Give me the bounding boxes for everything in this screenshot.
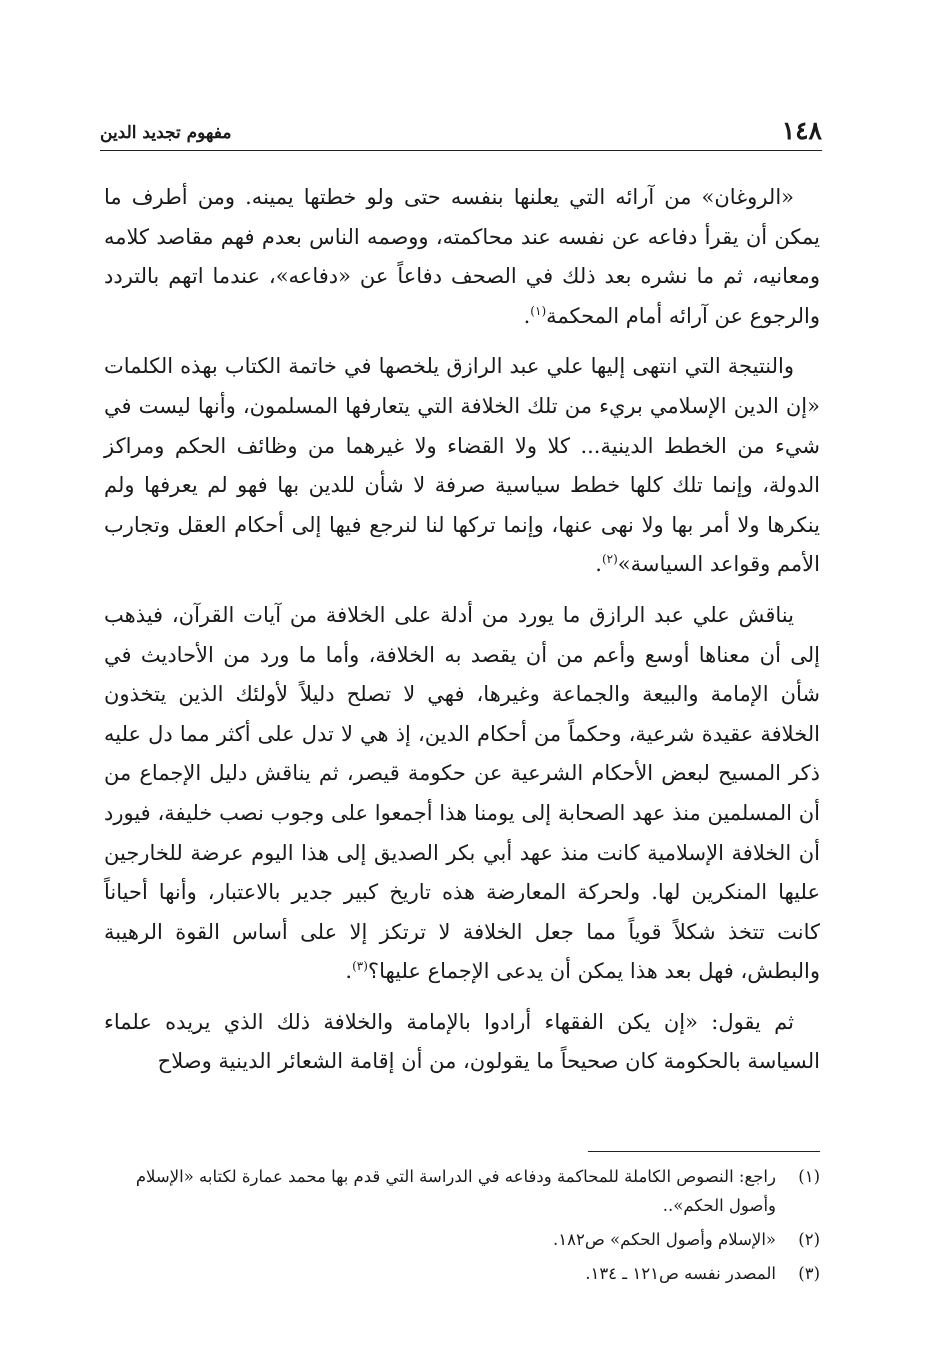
paragraph-1: «الروغان» من آرائه التي يعلنها بنفسه حتى ولو خطتها يمينه. ومن أطرف ما يمكن أن يقرأ دفاعه عن نفسه عند محاكمته، ووصمه الناس بعدم فهم مقاصد كلامه ومعانيه، ثم ما نشره بعد ذلك في الصحف دفاعاً عن «دفاعه»، عندما اتهم بالتردد والرجوع عن آرائه أمام المحكمة$^{(١)}$. [104, 185, 820, 328]
footnote-text: راجع: النصوص الكاملة للمحاكمة ودفاعه في الدراسة التي قدم بها محمد عمارة لكتابه «الإسلام وأصول الحكم».. [135, 1167, 776, 1215]
paragraph-2: والنتيجة التي انتهى إليها علي عبد الرازق يلخصها في خاتمة الكتاب بهذه الكلمات «إن الدين الإسلامي بريء من تلك الخلافة التي يتعارفها المسلمون، وأنها ليست في شيء من الخطط الدينية... كلا ولا القضاء ولا غيرهما من وظائف الحكم ومراكز الدولة، وإنما تلك كلها خطط سياسية صرفة لا شأن للدين بها فهو لم يعرفها ولم ينكرها ولا أمر بها ولا نهى عنها، وإنما تركها لنا لنرجع فيها إلى أحكام العقل وتجارب الأمم وقواعد السياسة»$^{(٢)}$. [104, 354, 820, 577]
footnote-divider [588, 1151, 820, 1152]
footnote-ref-1: (١) [530, 303, 547, 318]
paragraph-4: ثم يقول: «إن يكن الفقهاء أرادوا بالإمامة والخلافة ذلك الذي يريده علماء السياسة بالحكومة كان صحيحاً ما يقولون، من أن إقامة الشعائر الدينية وصلاح [104, 1009, 820, 1074]
paragraph-3: يناقش علي عبد الرازق ما يورد من أدلة على الخلافة من آيات القرآن، فيذهب إلى أن معناها أوسع وأعم من أن يقصد به الخلافة، وأما ما ورد من الأحاديث في شأن الإمامة والبيعة والجماعة وغيرها، فهي لا تصلح دليلاً لأولئك الذين يتخذون الخلافة عقيدة شرعية، وحكماً من أحكام الدين، إذ هي لا تدل على أكثر مما دل عليه ذكر المسيح لبعض الأحكام الشرعية عن حكومة قيصر، ثم يناقش دليل الإجماع من أن المسلمين منذ عهد الصحابة إلى يومنا هذا أجمعوا على وجوب نصب خليفة، فيورد أن الخلافة الإسلامية كانت منذ عهد أبي بكر الصديق إلى هذا اليوم عرضة للخارجين عليها المنكرين لها. ولحركة المعارضة هذه تاريخ كبير جدير بالاعتبار، وأنها أحياناً كانت تتخذ شكلاً قوياً مما جعل الخلافة لا ترتكز إلا على أساس القوة الرهيبة والبطش، فهل بعد هذا يمكن أن يدعى الإجماع عليها؟$^{(٣)}$. [104, 602, 820, 984]
footnote-number: (٣) [798, 1264, 820, 1283]
footnote-item [104, 1225, 820, 1254]
footnote-number: (١) [798, 1167, 820, 1186]
footnote-item [104, 1259, 820, 1288]
main-text [104, 178, 820, 1093]
footnote-text: «الإسلام وأصول الحكم» ص١٨٢. [552, 1230, 776, 1249]
footnote-ref-3: (٣) [352, 959, 368, 974]
footnote-text: المصدر نفسه ص١٢١ ـ ١٣٤. [585, 1264, 776, 1283]
footnote-number: (٢) [798, 1230, 820, 1249]
footnotes [104, 1162, 820, 1293]
header-divider [100, 150, 822, 151]
page-number: ١٤٨ [781, 116, 822, 145]
footnote-item [104, 1162, 820, 1220]
page-header [100, 114, 822, 148]
running-title: مفهوم تجديد الدين [100, 123, 232, 143]
footnote-ref-2: (٢) [601, 552, 618, 567]
